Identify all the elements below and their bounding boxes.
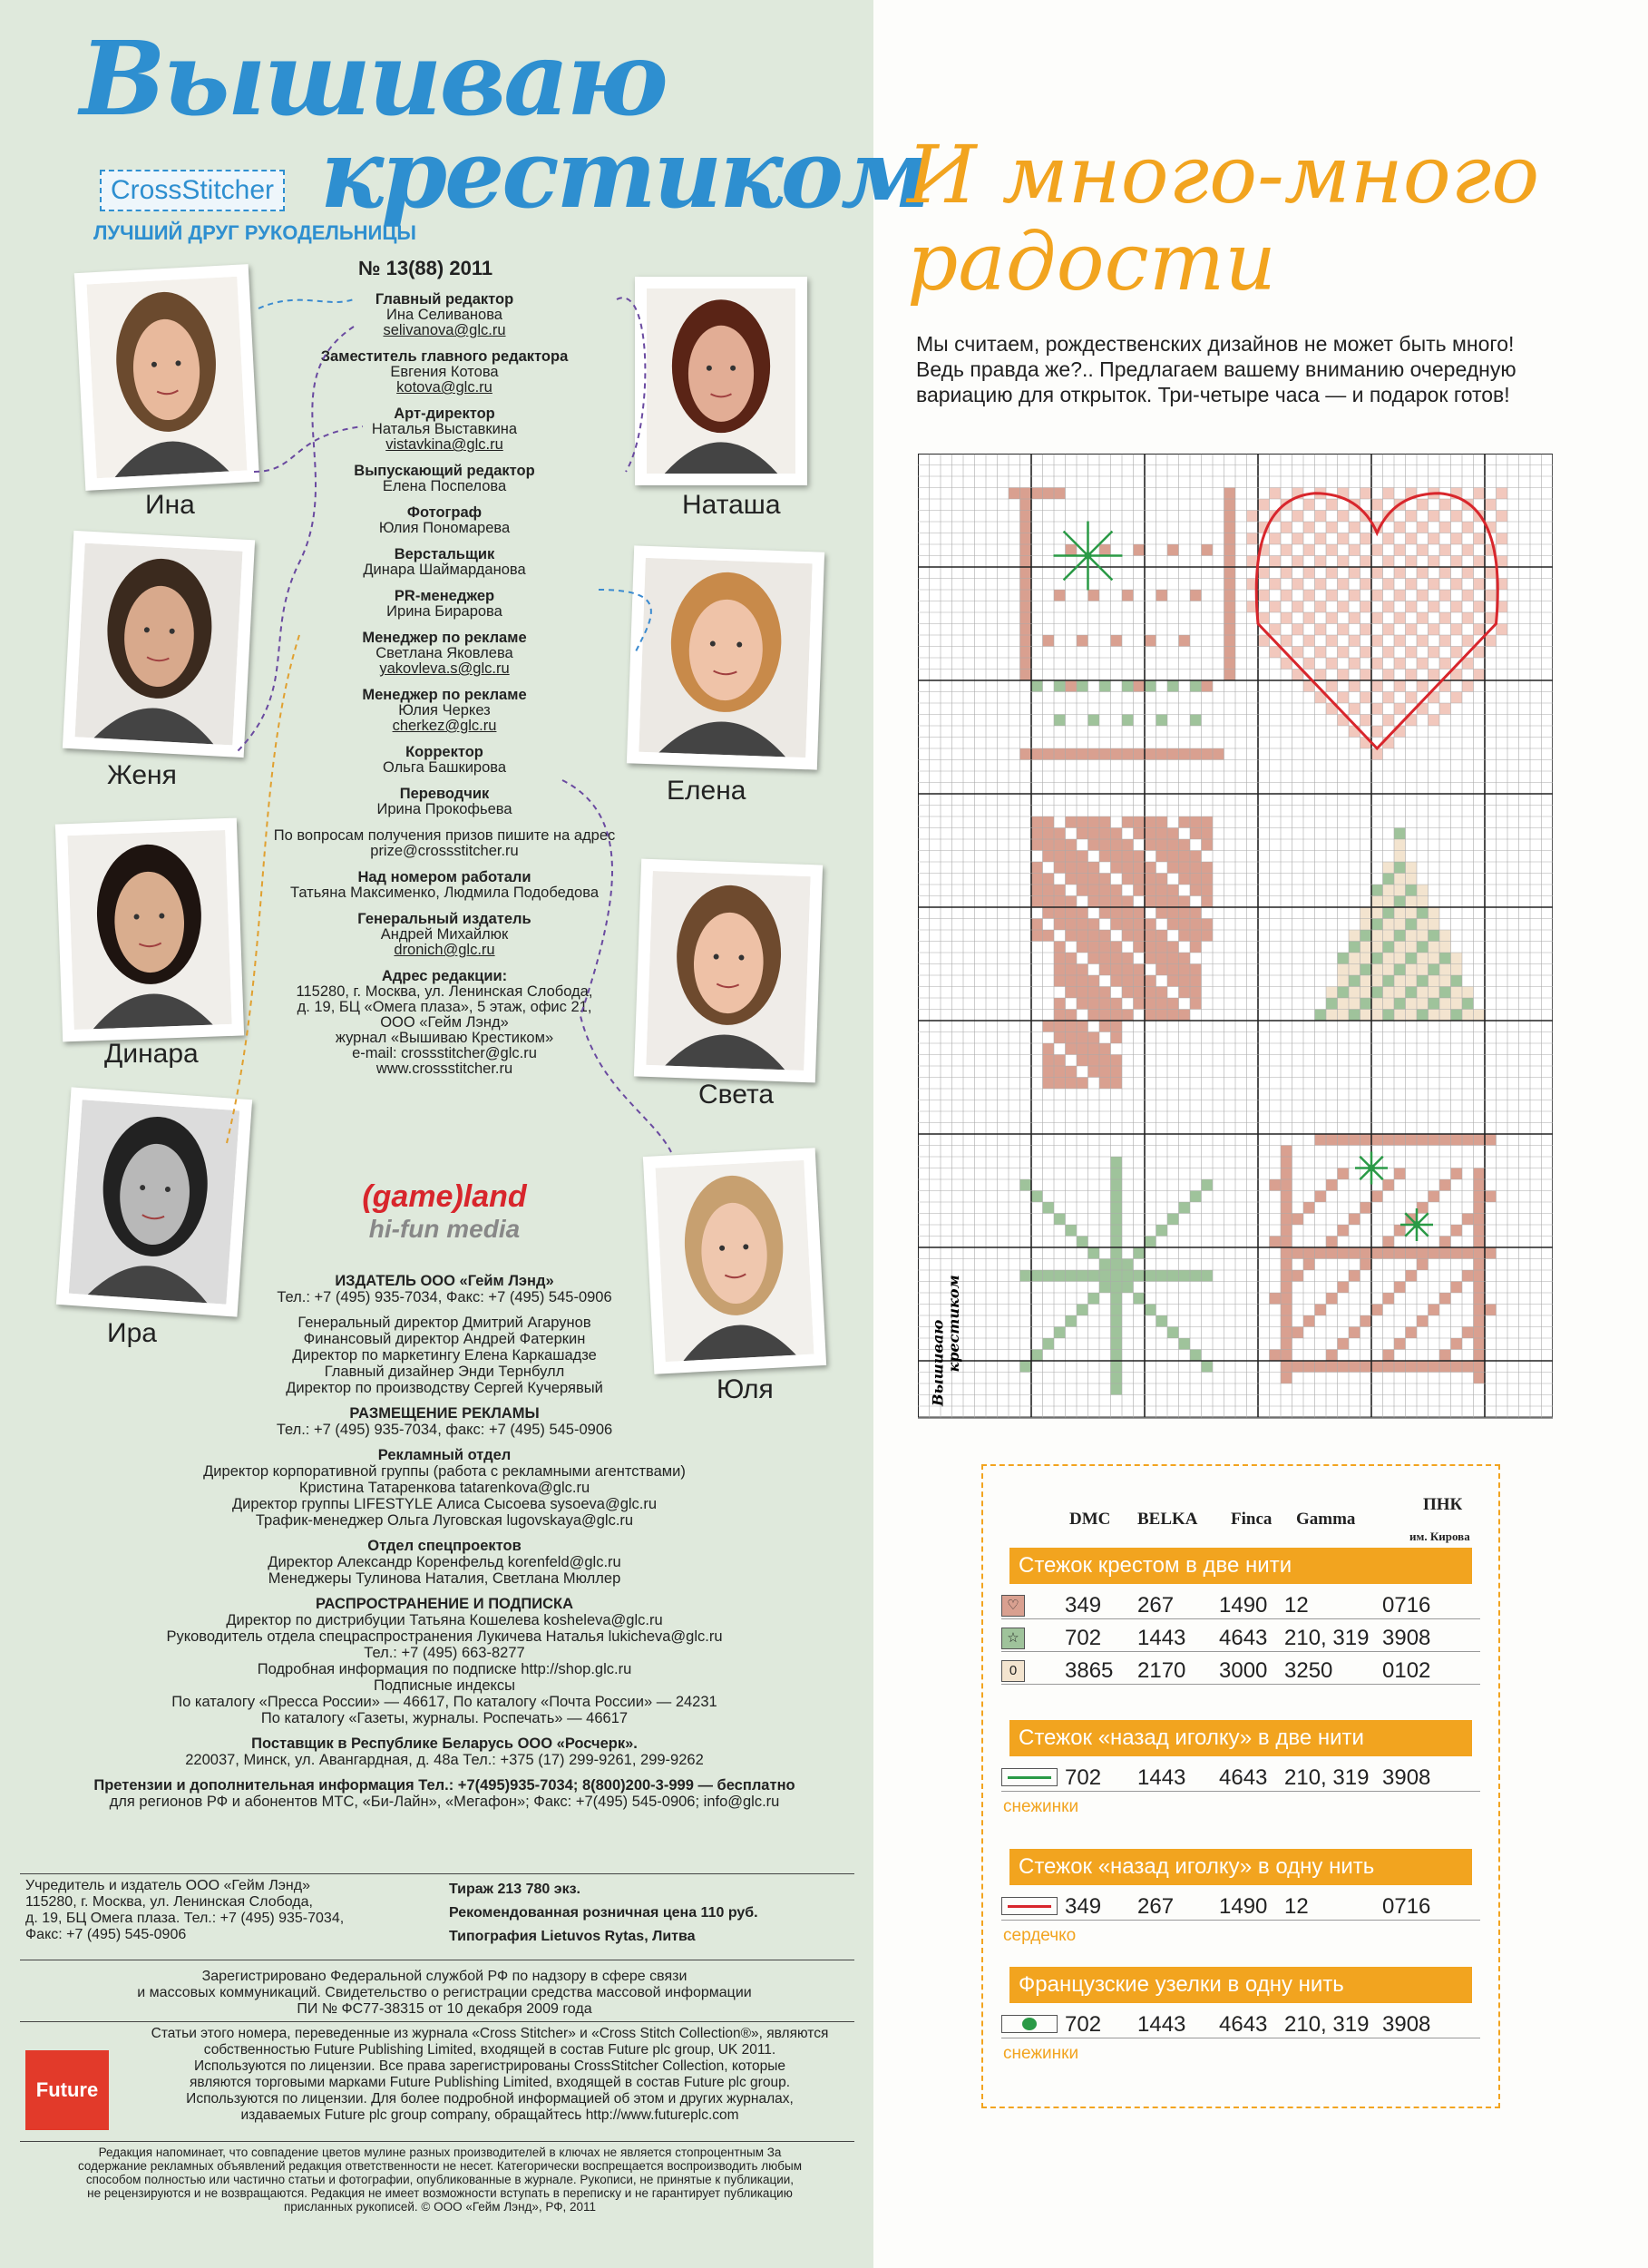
legend-brand-header: Gamma	[1296, 1510, 1356, 1529]
disclaimer	[36, 2146, 844, 2214]
registration-line: ПИ № ФС77-38315 от 10 декабря 2009 года	[297, 2001, 592, 2017]
publisher-line: Директор по производству Сергей Кучерявый	[286, 1380, 603, 1396]
backstitch-swatch	[1001, 1768, 1058, 1786]
legend-value: 3000	[1219, 1658, 1268, 1683]
publisher-line: Директор Александр Коренфельд korenfeld@glc.ru	[268, 1554, 621, 1570]
photo-caption: Ина	[145, 490, 195, 520]
founder-line: 115280, г. Москва, ул. Ленинская Слобода,	[25, 1894, 313, 1910]
gameland-brand: (game)land	[362, 1179, 527, 1214]
divider	[20, 2141, 854, 2142]
disclaimer-line: содержание рекламных объявлений редакция ответственности не несет. Категорически воспрещается воспроизводить любым	[78, 2159, 802, 2173]
publisher-heading: Поставщик в Республике Беларусь ООО «Росчерк».	[251, 1735, 638, 1752]
logo-bottom-word: крестиком	[320, 118, 928, 230]
articles-line: Статьи этого номера, переведенные из журнала «Cross Stitcher» и «Cross Stitch Collection®», являются	[151, 2026, 829, 2041]
photo-caption: Женя	[107, 760, 177, 790]
legend-row	[1001, 1591, 1480, 1619]
publisher-line: Финансовый директор Андрей Фатеркин	[303, 1331, 586, 1347]
publisher-heading: Претензии и дополнительная информация Тел.: +7(495)935-7034; 8(800)200-3-999 — бесплатно	[93, 1777, 795, 1794]
legend-value: 702	[1065, 2012, 1102, 2037]
publisher-line: Подписные индексы	[373, 1677, 516, 1694]
legend-value: 12	[1284, 1894, 1309, 1919]
chart-stamp-line2: крестиком	[945, 1275, 962, 1373]
legend-section-title: Стежок «назад иголку» в одну нить	[1009, 1849, 1472, 1885]
address-heading: Адрес редакции:	[381, 968, 508, 984]
legend-value: 0716	[1382, 1593, 1431, 1618]
gameland-sub: hi-fun media	[368, 1215, 521, 1243]
thread-legend	[981, 1464, 1500, 2108]
legend-value: 4643	[1219, 1626, 1268, 1650]
legend-value: 3908	[1382, 1765, 1431, 1790]
staff-name: Андрей Михайлюк	[380, 926, 509, 943]
legend-value: 1443	[1137, 1626, 1186, 1650]
founder-line: Учредитель и издатель ООО «Гейм Лэнд»	[25, 1878, 310, 1893]
legend-value: 349	[1065, 1593, 1102, 1618]
project-intro: Мы считаем, рождественских дизайнов не может быть много! Ведь правда же?.. Предлагаем вашему вниманию очередную вариацию для открыток. Три-четыре часа — и подарок готов!	[916, 332, 1516, 406]
publisher-line: Директор по дистрибуции Татьяна Кошелева kosheleva@glc.ru	[226, 1612, 663, 1628]
project-title-line1: И много-много	[907, 128, 1540, 221]
staff-role: Верстальщик	[394, 546, 495, 562]
address-line: журнал «Вышиваю Крестиком»	[335, 1030, 554, 1046]
crossstitcher-badge: CrossStitcher	[100, 170, 285, 211]
legend-section-title: Стежок крестом в две нити	[1009, 1548, 1472, 1584]
staff-role: Выпускающий редактор	[354, 463, 535, 479]
legend-value: 1443	[1137, 2012, 1186, 2037]
publisher-line: Тел.: +7 (495) 935-7034, Факс: +7 (495) 545-0906	[277, 1289, 612, 1305]
legend-value: 0716	[1382, 1894, 1431, 1919]
founder-block	[25, 1878, 424, 1943]
publisher-heading: Отдел спецпроектов	[367, 1538, 522, 1554]
photo-caption: Наташа	[682, 490, 781, 520]
legend-value: 3865	[1065, 1658, 1114, 1683]
publisher-line: Менеджеры Тулинова Наталия, Светлана Мюллер	[268, 1570, 621, 1587]
articles-line: собственностью Future Publishing Limited, входящей в состав Future plc group, UK 2011.	[203, 2042, 776, 2058]
staff-name: Ирина Бирарова	[386, 603, 502, 620]
legend-value: 3908	[1382, 2012, 1431, 2037]
staff-name: Наталья Выставкина	[371, 421, 518, 437]
legend-value: 702	[1065, 1626, 1102, 1650]
founder-line: д. 19, БЦ Омега плаза. Тел.: +7 (495) 935-7034,	[25, 1911, 345, 1926]
staff-role: Фотограф	[406, 504, 483, 521]
publisher-line: Кристина Татаренкова tatarenkova@glc.ru	[298, 1480, 590, 1496]
staff-role: Менеджер по рекламе	[362, 687, 527, 703]
legend-value: 1443	[1137, 1765, 1186, 1790]
dashed-connectors	[0, 0, 873, 1361]
publisher-line: Тел.: +7 (495) 663-8277	[364, 1645, 525, 1661]
print-line: Тираж 213 780 экз.	[449, 1882, 580, 1897]
staff-email: selivanova@glc.ru	[383, 322, 506, 338]
registration-line: и массовых коммуникаций. Свидетельство о регистрации средства массовой информации	[137, 1985, 752, 2000]
photo-caption: Ира	[107, 1318, 157, 1348]
legend-value: 702	[1065, 1765, 1102, 1790]
staff-email: dronich@glc.ru	[394, 942, 495, 958]
staff-name: Елена Поспелова	[382, 478, 507, 494]
gameland-logo	[354, 1179, 535, 1244]
staff-name: Светлана Яковлева	[375, 645, 513, 661]
publisher-line: Директор корпоративной группы (работа с рекламными агентствами)	[203, 1463, 686, 1480]
legend-value: 267	[1137, 1894, 1175, 1919]
publisher-heading: РАЗМЕЩЕНИЕ РЕКЛАМЫ	[349, 1405, 540, 1422]
photo-caption: Динара	[104, 1039, 199, 1069]
legend-row	[1001, 2010, 1480, 2038]
publisher-line: По каталогу «Пресса России» — 46617, По каталогу «Почта России» — 24231	[171, 1694, 717, 1710]
publisher-line: По каталогу «Газеты, журналы. Роспечать» — 46617	[260, 1710, 629, 1726]
staff-role: Переводчик	[399, 786, 490, 802]
staff-role: Корректор	[405, 744, 483, 760]
staff-name: Татьяна Максименко, Людмила Подобедова	[289, 885, 599, 901]
photo-caption: Юля	[717, 1374, 774, 1404]
staff-email: cherkez@glc.ru	[392, 718, 497, 734]
project-title-line2: радости	[907, 215, 1276, 308]
tagline: ЛУЧШИЙ ДРУГ РУКОДЕЛЬНИЦЫ	[93, 221, 416, 244]
legend-value: 349	[1065, 1894, 1102, 1919]
staff-name: Юлия Черкез	[398, 702, 491, 719]
publisher-line: Руководитель отдела спецраспространения Лукичева Наталья lukicheva@glc.ru	[166, 1628, 723, 1645]
publisher-line: Директор группы LIFESTYLE Алиса Сысоева sysoeva@glc.ru	[231, 1496, 658, 1512]
staff-name: Ина Селиванова	[386, 307, 502, 323]
legend-value: 2170	[1137, 1658, 1186, 1683]
registration-line: Зарегистрировано Федеральной службой РФ по надзору в сфере связи	[201, 1969, 687, 1984]
articles-line: Используются по лицензии. Все права зарегистрированы CrossStitcher Collection, которые	[193, 2058, 786, 2074]
staff-role: PR-менеджер	[394, 588, 495, 604]
backstitch-swatch	[1001, 1897, 1058, 1915]
cross-stitch-chart	[918, 454, 1553, 1427]
legend-brand-header: ПНК	[1423, 1495, 1463, 1514]
legend-row	[1001, 1624, 1480, 1652]
legend-brand-header: Finca	[1231, 1510, 1273, 1529]
legend-value: 267	[1137, 1593, 1175, 1618]
legend-caption: снежинки	[1003, 1797, 1079, 1816]
staff-email: vistavkina@glc.ru	[385, 436, 503, 453]
staff-name: Евгения Котова	[390, 364, 499, 380]
print-line: Типография Lietuvos Rytas, Литва	[449, 1929, 696, 1944]
divider	[20, 2021, 854, 2022]
publisher-line: Генеральный директор Дмитрий Агарунов	[297, 1315, 591, 1331]
disclaimer-line: не рецензируются и не возвращаются. Редакция не имеет возможности вступать в переписку и не гарантирует публикацию	[87, 2186, 793, 2200]
legend-value: 210, 319	[1284, 1765, 1370, 1790]
staff-role: Над номером работали	[357, 869, 531, 885]
address-line: www.crossstitcher.ru	[375, 1061, 513, 1077]
disclaimer-line: присланных рукописей. © ООО «Гейм Лэнд», РФ, 2011	[283, 2200, 597, 2214]
publisher-line: Главный дизайнер Энди Тернбулл	[324, 1364, 565, 1380]
publisher-line: Подробная информация по подписке http://shop.glc.ru	[257, 1661, 632, 1677]
publisher-line: Тел.: +7 (495) 935-7034, факс: +7 (495) 545-0906	[276, 1422, 613, 1438]
print-line: Рекомендованная розничная цена 110 руб.	[449, 1905, 758, 1921]
prize-note: По вопросам получения призов пишите на адрес prize@crossstitcher.ru	[273, 827, 616, 859]
articles-line: Используются по лицензии. Для более подробной информацией об этом и других журналах,	[186, 2091, 794, 2107]
legend-brand-header: BELKA	[1137, 1510, 1198, 1529]
founder-line: Факс: +7 (495) 545-0906	[25, 1927, 187, 1942]
legend-section-title: Французские узелки в одну нить	[1009, 1967, 1472, 2003]
publisher-line: Трафик-менеджер Ольга Луговская lugovskaya@glc.ru	[255, 1512, 634, 1529]
legend-value: 1490	[1219, 1593, 1268, 1618]
project-title	[907, 128, 1540, 308]
legend-value: 3908	[1382, 1626, 1431, 1650]
future-logo: Future	[25, 2050, 109, 2130]
address-line: 115280, г. Москва, ул. Ленинская Слобода,	[296, 983, 593, 1000]
french-knot-swatch	[1001, 2015, 1058, 2033]
staff-role: Заместитель главного редактора	[320, 348, 569, 365]
legend-value: 210, 319	[1284, 2012, 1370, 2037]
legend-section-title: Стежок «назад иголку» в две нити	[1009, 1720, 1472, 1756]
legend-value: 210, 319	[1284, 1626, 1370, 1650]
publisher-heading: Рекламный отдел	[377, 1447, 512, 1463]
legend-caption: снежинки	[1003, 2044, 1079, 2063]
legend-caption: сердечко	[1003, 1926, 1077, 1945]
legend-value: 4643	[1219, 2012, 1268, 2037]
legend-row	[1001, 1657, 1480, 1685]
staff-email: kotova@glc.ru	[396, 379, 492, 396]
legend-value: 4643	[1219, 1765, 1268, 1790]
articles-line: издаваемых Future plc group company, обращайтесь http://www.futureplc.com	[240, 2107, 739, 2123]
legend-value: 0102	[1382, 1658, 1431, 1683]
legend-brand-header: DMC	[1069, 1510, 1111, 1529]
registration-block	[54, 1969, 834, 2018]
address-line: ООО «Гейм Лэнд»	[380, 1014, 509, 1031]
divider	[20, 1873, 854, 1874]
articles-line: являются торговыми марками Future Publishing Limited, входящей в состав Future plc group.	[189, 2075, 791, 2090]
publisher-line: для регионов РФ и абонентов МТС, «Би-Лайн», «Мегафон»; Факс: +7(495) 545-0906; info@glc.ru	[109, 1794, 780, 1810]
photo-caption: Елена	[667, 776, 746, 806]
staff-name: Динара Шаймарданова	[363, 562, 526, 578]
legend-value: 3250	[1284, 1658, 1333, 1683]
staff-name: Юлия Пономарева	[378, 520, 511, 536]
legend-row	[1001, 1892, 1480, 1921]
disclaimer-line: Редакция напоминает, что совпадение цветов мулине разных производителей в ключах не является стопроцентным Зa	[98, 2146, 782, 2159]
staff-email: yakovleva.s@glc.ru	[379, 660, 510, 677]
print-info	[449, 1878, 839, 1949]
staff-role: Главный редактор	[375, 291, 514, 308]
legend-brand-header: им. Кирова	[1409, 1530, 1470, 1543]
staff-role: Менеджер по рекламе	[362, 630, 527, 646]
logo-top-word: Вышиваю	[80, 20, 666, 139]
issue-number: № 13(88) 2011	[358, 257, 493, 279]
chart-stamp-line1: Вышиваю	[929, 1319, 947, 1406]
publisher-block	[82, 1264, 807, 1810]
publisher-line: 220037, Минск, ул. Авангардная, д. 48а Тел.: +375 (17) 299-9261, 299-9262	[185, 1752, 704, 1768]
disclaimer-line: способом полностью или частично статьи и фотографии, опубликованные в журнале. Рукописи, не принятые к публикации,	[85, 2173, 795, 2186]
photo-caption: Света	[698, 1080, 775, 1110]
legend-symbol-swatch: ☆	[1001, 1628, 1025, 1649]
legend-value: 12	[1284, 1593, 1309, 1618]
staff-role: Генеральный издатель	[357, 911, 531, 927]
legend-symbol-swatch: 0	[1001, 1660, 1025, 1682]
publisher-heading: РАСПРОСТРАНЕНИЕ И ПОДПИСКА	[315, 1596, 574, 1612]
legend-symbol-swatch: ♡	[1001, 1595, 1025, 1617]
address-line: д. 19, БЦ «Омега плаза», 5 этаж, офис 21,	[297, 999, 592, 1015]
staff-role: Арт-директор	[394, 406, 495, 422]
address-line: e-mail: crossstitcher@glc.ru	[352, 1045, 537, 1061]
staff-name: Ольга Башкирова	[382, 759, 507, 776]
legend-value: 1490	[1219, 1894, 1268, 1919]
publisher-line: Директор по маркетингу Елена Каркашадзе	[292, 1347, 597, 1364]
legend-row	[1001, 1764, 1480, 1792]
staff-name: Ирина Прокофьева	[376, 801, 512, 817]
publisher-heading: ИЗДАТЕЛЬ ООО «Гейм Лэнд»	[335, 1273, 554, 1289]
articles-note	[136, 2026, 844, 2124]
